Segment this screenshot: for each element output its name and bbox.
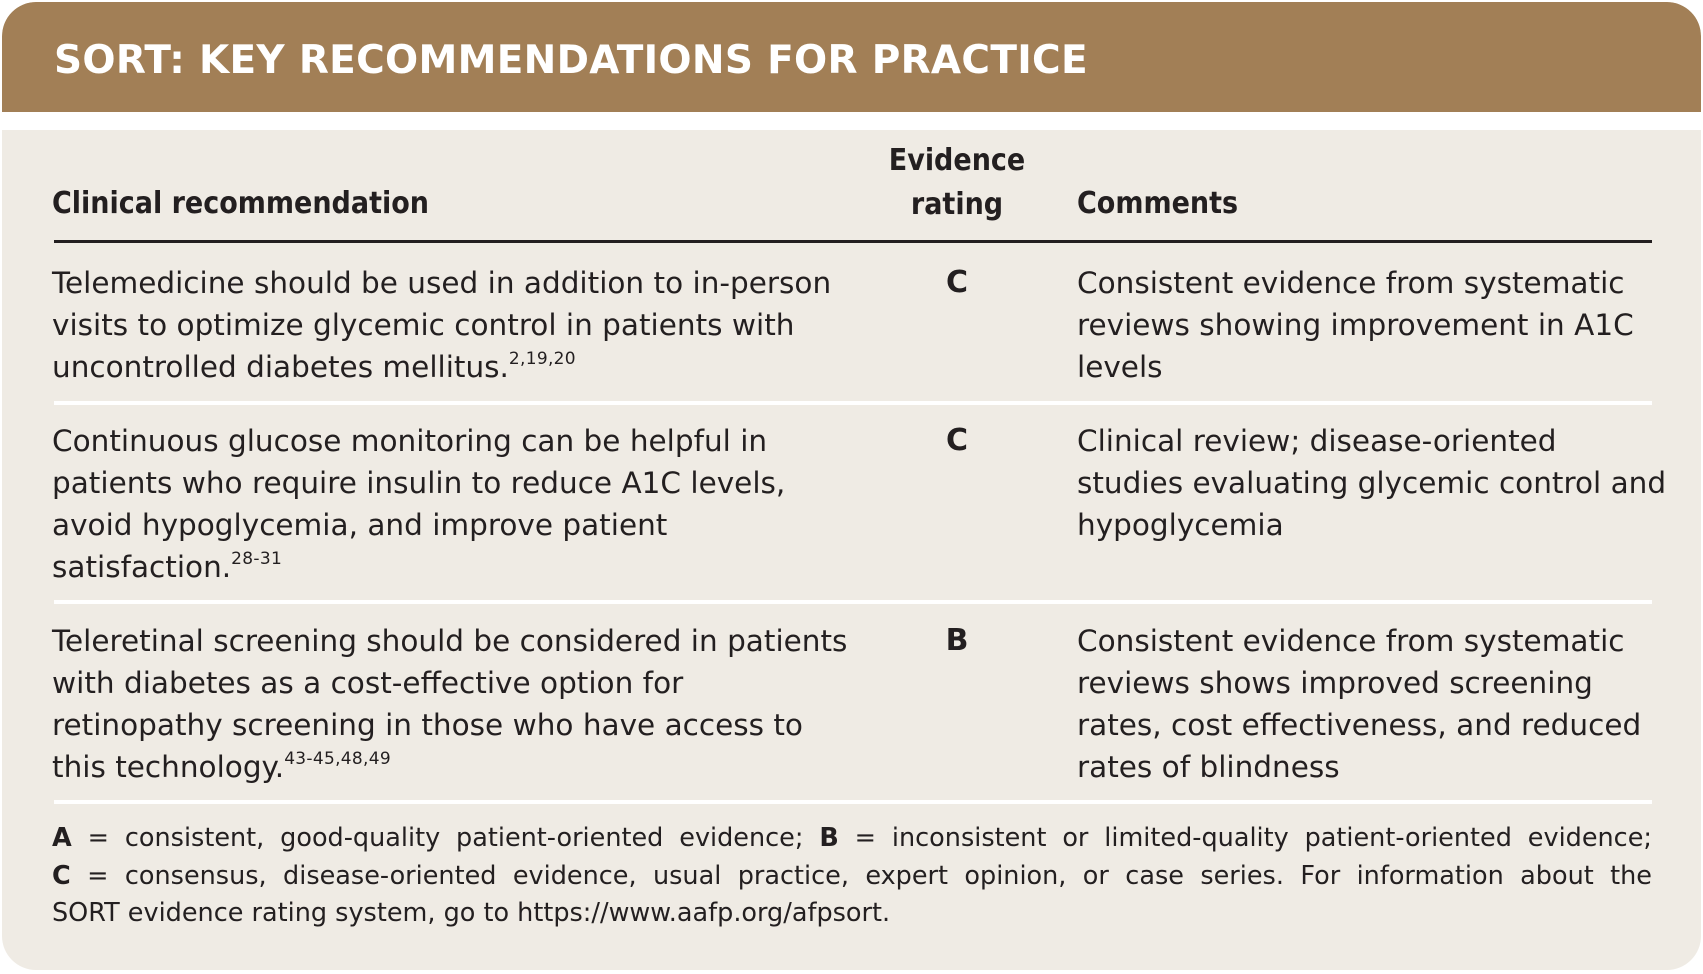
column-header-evidence-rating <box>862 139 1052 227</box>
reference-citation: 28-31 <box>231 549 283 569</box>
card-title: SORT: KEY RECOMMENDATIONS FOR PRACTICE <box>54 38 1088 83</box>
reference-citation: 2,19,20 <box>508 349 576 369</box>
legend-text-a: = consistent, good-quality patient-oriented evidence; <box>71 823 820 853</box>
column-header-evidence-rating-line1: Evidence <box>888 143 1026 178</box>
legend-text-c: = consensus, disease-oriented evidence, usual practice, expert opinion, or case series. For information about the <box>70 860 1652 891</box>
comments-cell: Consistent evidence from systematic reviews shows improved screening rates, cost effectiveness, and reduced rates of blindness <box>1077 624 1642 784</box>
row-divider <box>54 401 1652 405</box>
recommendation-cell <box>52 620 852 788</box>
reference-citation: 43-45,48,49 <box>284 749 391 769</box>
legend-letter-c: C <box>52 860 71 891</box>
legend-line-1 <box>52 820 1652 858</box>
card-header <box>2 2 1701 112</box>
sort-recommendations-card <box>2 2 1701 970</box>
table-header-rule <box>54 240 1652 243</box>
column-header-clinical-recommendation: Clinical recommendation <box>52 186 429 221</box>
comments-cell: Clinical review; disease-oriented studies evaluating glycemic control and hypoglycemia <box>1077 424 1667 542</box>
evidence-rating-legend <box>52 820 1652 933</box>
header-divider <box>2 112 1701 130</box>
recommendation-text: Continuous glucose monitoring can be helpful in patients who require insulin to reduce A1C levels, avoid hypoglycemia, and improve patient satisfaction. <box>52 424 786 584</box>
recommendation-cell <box>52 262 852 388</box>
column-header-evidence-rating-line2: rating <box>910 187 1004 222</box>
evidence-rating-cell: B <box>945 623 969 658</box>
legend-line-3: SORT evidence rating system, go to https://www.aafp.org/afpsort. <box>52 898 891 928</box>
comments-cell: Consistent evidence from systematic reviews showing improvement in A1C levels <box>1077 266 1634 384</box>
recommendation-text: Telemedicine should be used in addition to in-person visits to optimize glycemic control in patients with uncontrolled diabetes mellitus. <box>52 266 832 384</box>
row-divider <box>54 600 1652 604</box>
legend-letter-a: A <box>52 823 72 853</box>
legend-letter-b: B <box>819 823 839 853</box>
recommendation-cell <box>52 420 852 588</box>
legend-line-2 <box>52 858 1652 896</box>
legend-text-b: = inconsistent or limited-quality patient-oriented evidence; <box>838 823 1652 853</box>
row-divider <box>54 800 1652 804</box>
column-header-comments: Comments <box>1077 186 1239 221</box>
recommendation-text: Teleretinal screening should be considered in patients with diabetes as a cost-effective option for retinopathy screening in those who have access to this technology. <box>52 624 848 784</box>
evidence-rating-cell: C <box>945 265 969 300</box>
evidence-rating-cell: C <box>945 423 969 458</box>
